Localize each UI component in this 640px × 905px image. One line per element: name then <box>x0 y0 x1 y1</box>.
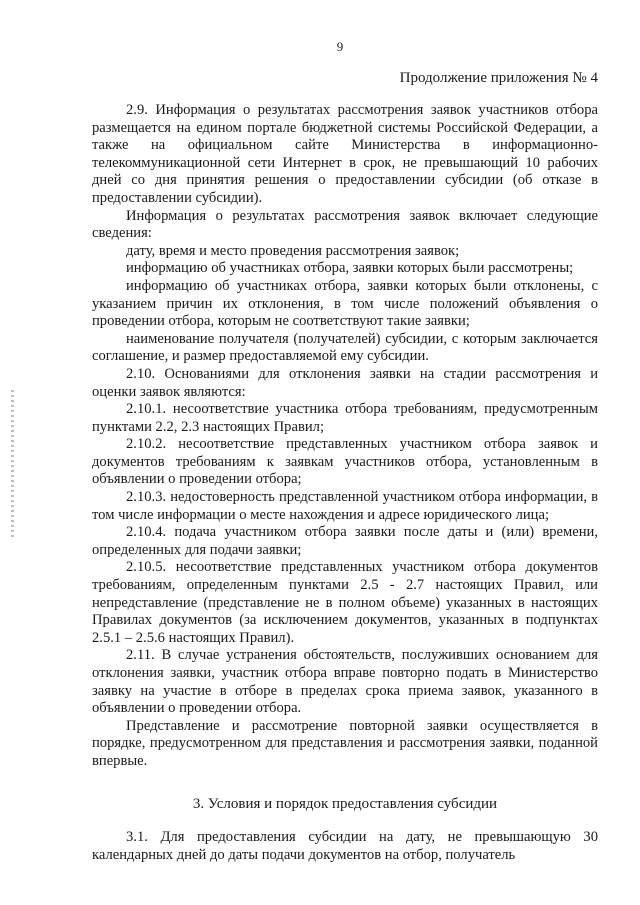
paragraph-2-10-3: 2.10.3. недостоверность представленной участником отбора информации, в том числе информации о месте нахождения и адресе юридического лица; <box>92 489 598 523</box>
paragraph-2-11: 2.11. В случае устранения обстоятельств, послуживших основанием для отклонения заявки, участник отбора вправе повторно подать в Министерство заявку на участие в отборе в пределах срока приема заявок, указанного в объявлении о проведении отбора. <box>92 647 598 717</box>
paragraph-2-10-4: 2.10.4. подача участником отбора заявки после даты и (или) времени, определенных для подачи заявки; <box>92 524 598 558</box>
paragraph-2-10: 2.10. Основаниями для отклонения заявки на стадии рассмотрения и оценки заявок являются: <box>92 365 598 400</box>
paragraph-list-item: информацию об участниках отбора, заявки которых были отклонены, с указанием причин их отклонения, в том числе положений объявления о проведении отбора, которым не соответствуют такие заявки; <box>92 277 598 330</box>
paragraph-list-item: дату, время и место проведения рассмотрения заявок; <box>126 242 460 259</box>
paragraph-2-9: 2.9. Информация о результатах рассмотрения заявок участников отбора размещается на едином портале бюджетной системы Российской Федерации, а также на официальном сайте Министерства в информационно-телекоммуникационной сети Интернет в срок, не превышающий 10 рабочих дней со дня принятия решения о предоставлении субсидии (об отказе в предоставлении субсидии). <box>92 102 598 206</box>
document-body <box>92 102 598 771</box>
paragraph-info-includes: Информация о результатах рассмотрения заявок включает следующие сведения: <box>92 207 598 242</box>
paragraph-2-10-1: 2.10.1. несоответствие участника отбора требованиям, предусмотренным пунктами 2.2, 2.3 настоящих Правил; <box>92 401 598 435</box>
paragraph-3-1: 3.1. Для предоставления субсидии на дату, не превышающую 30 календарных дней до даты подачи документов на отбор, получатель <box>92 829 598 863</box>
paragraph-2-10-5: 2.10.5. несоответствие представленных участником отбора документов требованиям, определенным пунктами 2.5 - 2.7 настоящих Правил, или непредставление (представление не в полном объеме) указанных в настоящих Правилах документов (за исключением документов, указанных в подпунктах 2.5.1 – 2.5.6 настоящих Правил). <box>92 559 598 646</box>
appendix-continuation-label: Продолжение приложения № 4 <box>399 70 598 86</box>
paragraph-list-item: наименование получателя (получателей) субсидии, с которым заключается соглашение, и размер предоставляемой ему субсидии. <box>92 330 598 365</box>
section-heading: 3. Условия и порядок предоставления субсидии <box>192 796 498 812</box>
section-3-body <box>92 829 598 864</box>
paragraph-list-item: информацию об участниках отбора, заявки которых были рассмотрены; <box>126 260 574 277</box>
paragraph-repeat-application: Представление и рассмотрение повторной заявки осуществляется в порядке, предусмотренном для представления и рассмотрения заявки, поданной впервые. <box>92 717 598 769</box>
margin-scan-mark <box>11 390 14 540</box>
page-number: 9 <box>336 39 344 54</box>
paragraph-2-10-2: 2.10.2. несоответствие представленных участником отбора заявок и документов требованиям к заявкам участников отбора, установленным в объявлении о проведении отбора; <box>92 436 598 488</box>
